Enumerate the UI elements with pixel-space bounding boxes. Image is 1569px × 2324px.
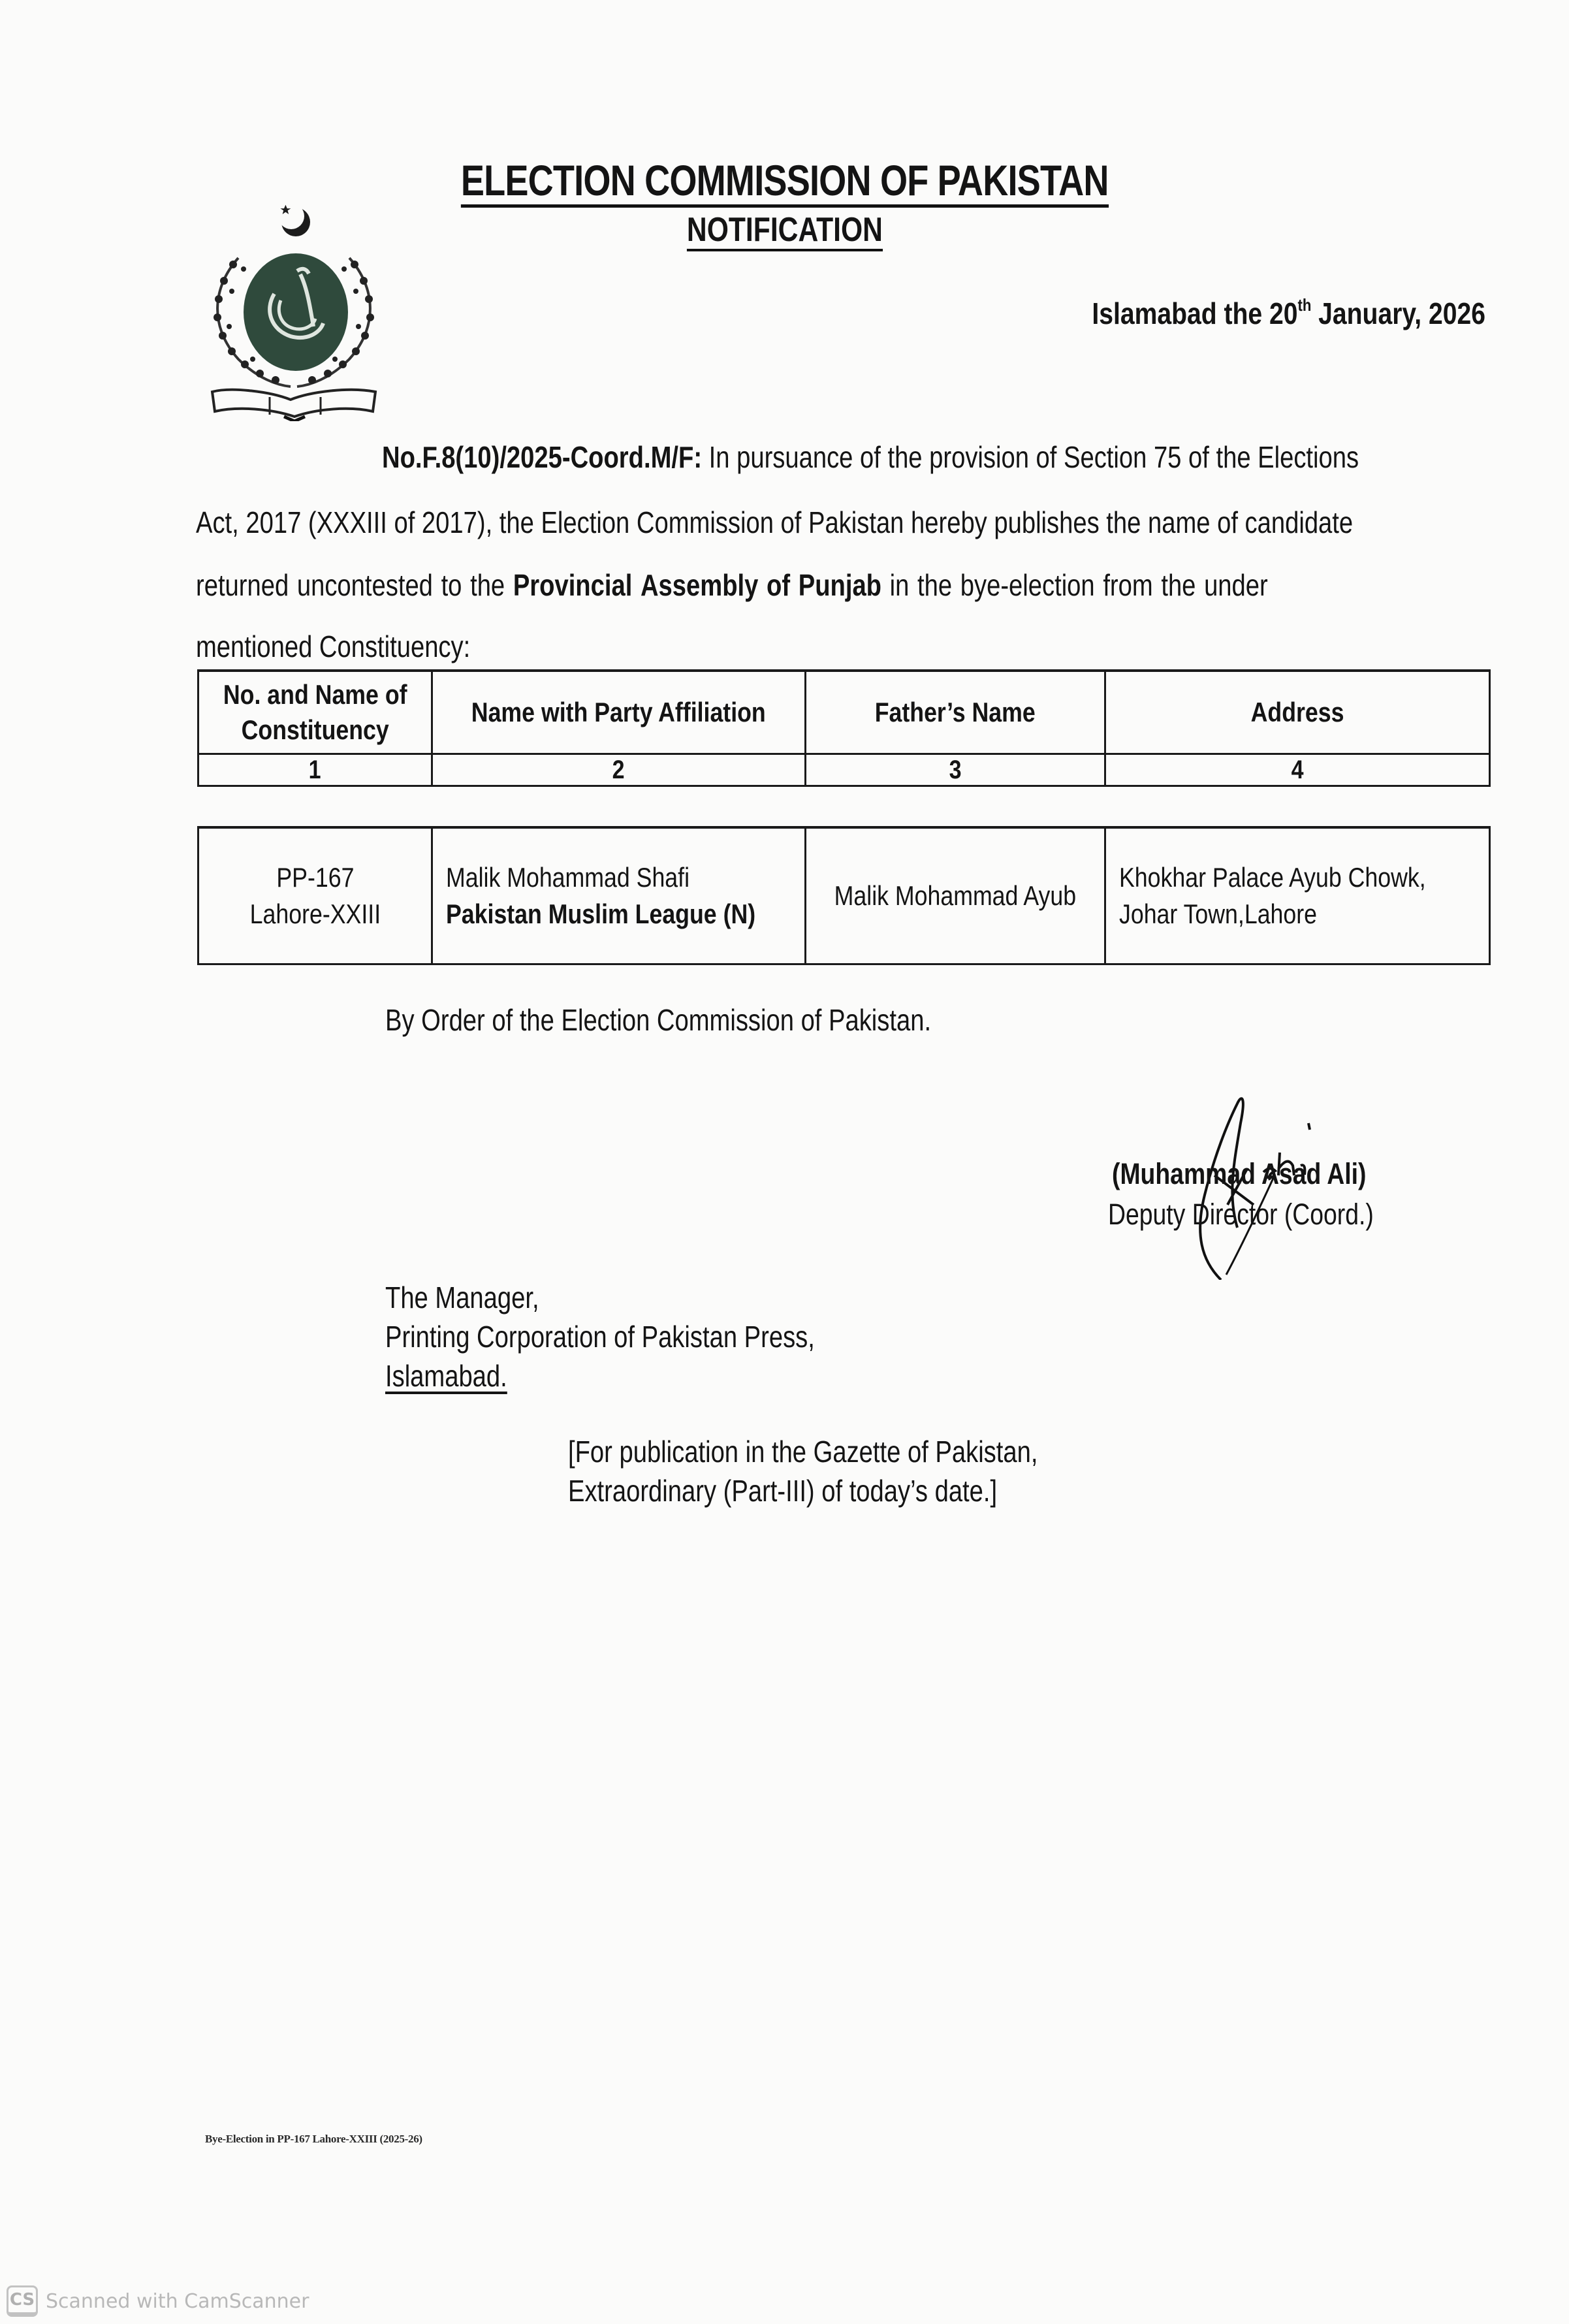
cell-fathers-name	[806, 827, 1105, 964]
gazette-note-line-1	[568, 1434, 1134, 1469]
column-number	[806, 754, 1105, 786]
recipient-line-3	[385, 1358, 532, 1393]
paragraph-word: to	[441, 568, 462, 602]
paragraph-line-2-text: Act, 2017 (XXXIII of 2017), the Election Commission of Pakistan hereby publishes the name of candidate	[196, 505, 1354, 539]
cell-candidate	[432, 827, 806, 964]
column-number-text: 4	[1291, 756, 1304, 784]
date-prefix: Islamabad the 20	[1092, 296, 1298, 330]
column-number	[198, 754, 432, 786]
paragraph-word: returned	[196, 568, 289, 602]
recipient-line-1-text: The Manager,	[385, 1281, 539, 1314]
cell-address	[1105, 827, 1490, 964]
paragraph-word: uncontested	[296, 568, 433, 602]
paragraph-word: in	[889, 568, 910, 602]
paragraph-word: the	[470, 568, 505, 602]
column-number-row	[198, 754, 1490, 786]
paragraph-word: the	[917, 568, 953, 602]
column-number-text: 3	[949, 756, 962, 784]
fathers-name: Malik Mohammad Ayub	[834, 880, 1077, 911]
header-address	[1105, 671, 1490, 754]
header-name-party	[432, 671, 806, 754]
recipient-line-1	[385, 1280, 571, 1315]
candidate-name: Malik Mohammad Shafi	[446, 862, 690, 893]
signatory-title-text: Deputy Director (Coord.)	[1108, 1198, 1374, 1231]
constituency-table-data	[197, 826, 1491, 965]
constituency-number: PP-167	[276, 862, 355, 893]
header-row	[198, 671, 1490, 754]
header-constituency	[198, 671, 432, 754]
address-line-1: Khokhar Palace Ayub Chowk,	[1119, 862, 1426, 893]
signatory-name	[1112, 1157, 1418, 1191]
paragraph-line-3	[196, 565, 1487, 605]
paragraph-word: under	[1204, 568, 1268, 602]
header-fathers-name-text: Father’s Name	[874, 697, 1036, 727]
address-line-2: Johar Town,Lahore	[1119, 899, 1317, 929]
header-constituency-line1: No. and Name of	[223, 678, 407, 710]
cell-constituency	[198, 827, 432, 964]
table-row	[198, 827, 1490, 964]
by-order-line	[385, 1002, 1043, 1038]
recipient-line-2	[385, 1319, 903, 1354]
constituency-table-header	[197, 669, 1491, 787]
by-order-text: By Order of the Election Commission of Pakistan.	[385, 1003, 932, 1037]
column-number-text: 2	[612, 756, 625, 784]
paragraph-word: Punjab	[798, 568, 882, 602]
paragraph-word: the	[1161, 568, 1196, 602]
column-number	[1105, 754, 1490, 786]
signatory-title	[1108, 1198, 1428, 1232]
constituency-name: Lahore-XXIII	[249, 899, 381, 929]
organization-title	[0, 155, 1569, 208]
signatory-name-text: (Muhammad Asad Ali)	[1112, 1157, 1367, 1190]
paragraph-word: of	[767, 568, 791, 602]
reference-number: No.F.8(10)/2025-Coord.M/F:	[382, 440, 703, 474]
paragraph-word: Provincial	[513, 568, 633, 602]
column-number	[432, 754, 806, 786]
party-affiliation: Pakistan Muslim League (N)	[446, 899, 756, 929]
header-constituency-line2: Constituency	[241, 714, 389, 745]
header-fathers-name	[806, 671, 1105, 754]
paragraph-line-1	[382, 438, 1487, 477]
organization-title-text: ELECTION COMMISSION OF PAKISTAN	[461, 158, 1109, 208]
gazette-note-line-2	[568, 1473, 1085, 1508]
gazette-note-line-1-text: [For publication in the Gazette of Pakistan,	[568, 1435, 1038, 1469]
paragraph-word: from	[1103, 568, 1153, 602]
document-type-heading	[0, 210, 1569, 251]
camscanner-logo-icon: CS	[7, 2285, 38, 2317]
paragraph-line-3-words	[196, 565, 1487, 605]
header-name-party-text: Name with Party Affiliation	[471, 697, 766, 727]
paragraph-word: Assembly	[640, 568, 759, 602]
document-type-text: NOTIFICATION	[686, 212, 882, 251]
footer-reference: Bye-Election in PP-167 Lahore-XXIII (2025-26)	[205, 2133, 422, 2145]
camscanner-watermark	[7, 2283, 309, 2319]
paragraph-line-4-text: mentioned Constituency:	[196, 629, 471, 663]
recipient-line-2-text: Printing Corporation of Pakistan Press,	[385, 1320, 815, 1354]
recipient-line-3-text: Islamabad.	[385, 1359, 507, 1393]
camscanner-text: Scanned with CamScanner	[46, 2289, 309, 2313]
paragraph-line-4	[196, 627, 1487, 666]
paragraph-line-1-text: In pursuance of the provision of Section 75 of the Elections	[708, 440, 1359, 474]
paragraph-line-2	[196, 503, 1487, 542]
date-suffix: January, 2026	[1311, 296, 1485, 330]
paragraph-word: bye-election	[960, 568, 1095, 602]
issue-date	[1022, 295, 1485, 331]
gazette-note-line-2-text: Extraordinary (Part-III) of today’s date.]	[568, 1474, 998, 1508]
header-address-text: Address	[1250, 697, 1344, 727]
column-number-text: 1	[309, 756, 321, 784]
date-ordinal: th	[1297, 295, 1312, 315]
